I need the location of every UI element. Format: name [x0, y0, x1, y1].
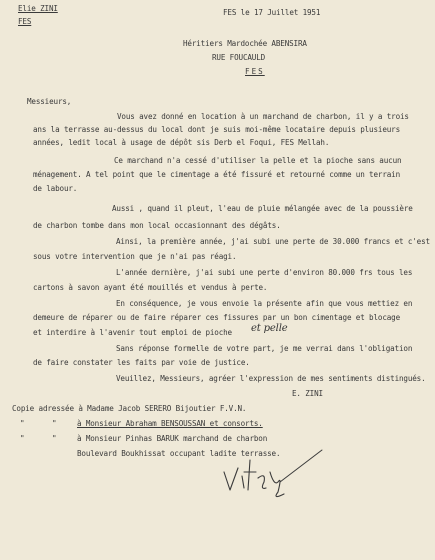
body-line: Aussi , quand il pleut, l'eau de pluie mélangée avec de la poussière [112, 204, 413, 213]
body-line: sous votre intervention que je n'ai pas réagi. [33, 252, 237, 261]
body-line: Vous avez donné en location à un marchand de charbon, il y a trois [117, 112, 409, 121]
body-line: ménagement. A tel point que le cimentage a été fissuré et retourné comme un terrain [33, 170, 401, 179]
body-line: Ainsi, la première année, j'ai subi une perte de 30.000 francs et c'est [116, 237, 430, 246]
body-line: cartons à savon ayant été mouillés et vendus à perte. [33, 283, 268, 292]
dateline: FES le 17 Juillet 1951 [223, 8, 321, 17]
recipient-line-1: Héritiers Mardochée ABENSIRA [183, 39, 307, 48]
recipient-line-2: RUE FOUCAULD [212, 53, 266, 62]
body-line: demeure de réparer ou de faire réparer ces fissures par un bon cimentage et blocage [33, 313, 401, 322]
handwritten-signature [214, 442, 324, 502]
body-line: L'année dernière, j'ai subi une perte d'environ 80.000 frs tous les [116, 268, 413, 277]
body-line: ans la terrasse au-dessus du local dont je suis moi-même locataire depuis plusieurs [33, 125, 401, 134]
body-line: de labour. [33, 184, 78, 193]
typed-signature: E. ZINI [292, 389, 323, 398]
copy-line-3a: à Monsieur Pinhas BARUK marchand de charbon [77, 434, 268, 443]
body-line: de faire constater les faits par voie de justice. [33, 358, 250, 367]
ditto-mark-3: " [20, 434, 25, 443]
salutation: Messieurs, [27, 97, 72, 106]
body-line: En conséquence, je vous envoie la présente afin que vous mettiez en [116, 299, 413, 308]
ditto-mark-1: " [20, 419, 25, 428]
recipient-line-3: FES [245, 67, 265, 76]
ditto-mark-2: " [52, 419, 57, 428]
copy-line-1: Copie adressée à Madame Jacob SERERO Bijoutier F.V.N. [12, 404, 247, 413]
sender-name: Elie ZINI [18, 4, 58, 13]
body-line: Veuillez, Messieurs, agréer l'expression de mes sentiments distingués. [116, 374, 426, 383]
body-line: années, ledit local à usage de dépôt sis Derb el Foqui, FES Mellah. [33, 138, 330, 147]
ditto-mark-4: " [52, 434, 57, 443]
body-line: Ce marchand n'a cessé d'utiliser la pelle et la pioche sans aucun [114, 156, 402, 165]
copy-line-3b: Boulevard Boukhissat occupant ladite terrasse. [77, 449, 281, 458]
body-line: et interdire à l'avenir tout emploi de pioche [33, 328, 232, 337]
body-line: de charbon tombe dans mon local occasionnant des dégâts. [33, 221, 281, 230]
body-line: Sans réponse formelle de votre part, je me verrai dans l'obligation [116, 344, 413, 353]
sender-city: FES [18, 17, 32, 26]
copy-line-2: à Monsieur Abraham BENSOUSSAN et consorts. [77, 419, 263, 428]
handwritten-insert: et pelle [251, 323, 288, 334]
